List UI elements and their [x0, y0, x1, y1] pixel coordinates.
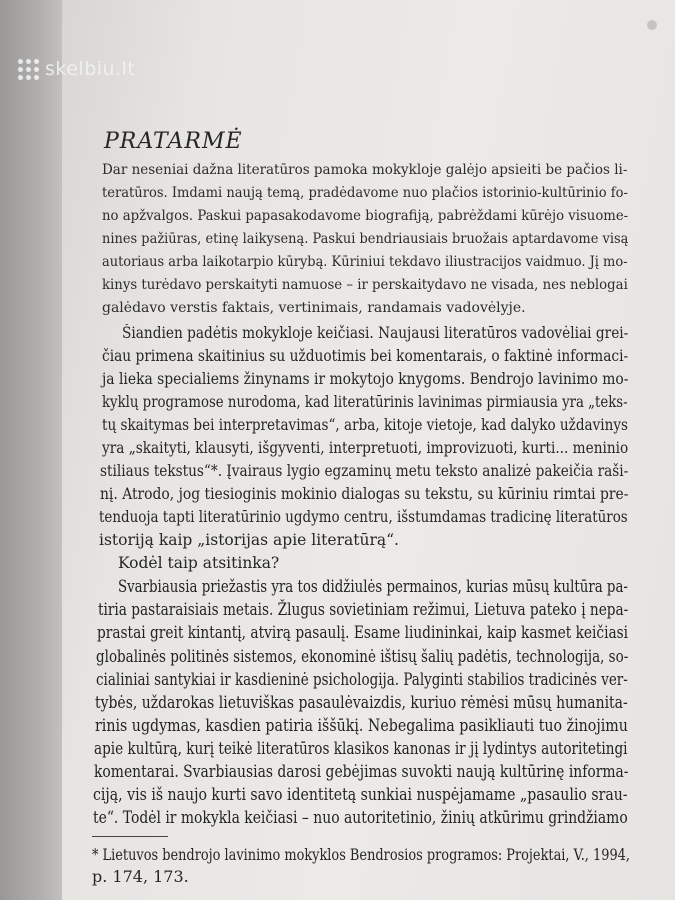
text-line: galėdavo verstis faktais, vertinimais, randamais vadovėlyje.: [102, 300, 526, 316]
text-line: te“. Todėl ir mokykla keičiasi – nuo autoritetinio, žinių atkūrimu grindžiamo: [93, 808, 628, 828]
text-line: globalinės politinės sistemos, ekonominė ištisų šalių padėtis, technologija, so-: [96, 647, 629, 667]
text-line: tų skaitymas bei interpretavimas“, arba, kitoje vietoje, kad dalyko uždavinys: [102, 416, 628, 434]
page-heading: PRATARMĖ: [104, 129, 243, 154]
text-line: autoriaus arba laikotarpio kūrybą. Kūriniui tekdavo iliustracijos vaidmuo. Jį mo-: [102, 254, 628, 270]
text-line: yra „skaityti, klausyti, išgyventi, interpretuoti, improvizuoti, kurti... meninio: [102, 439, 629, 457]
footnote-line: p. 174, 173.: [92, 867, 189, 886]
text-line: tybės, uždarokas lietuviškas pasaulėvaizdis, kuriuo rėmėsi mūsų humanita-: [95, 693, 628, 713]
text-line: prastai greit kintantį, atvirą pasaulį. Esame liudininkai, kaip kasmet keičiasi: [97, 623, 629, 643]
text-line: kyklų programose nurodoma, kad literatūrinis lavinimas pirmiausia yra „teks-: [102, 393, 628, 411]
text-line: rinis ugdymas, kasdien patiria iššūkį. Nebegalima pasikliauti tuo žinojimu: [95, 716, 628, 736]
text-line: stiliaus tekstus“*. Įvairaus lygio egzaminų metu teksto analizė pakeičia raši-: [100, 462, 629, 480]
text-line: kinys turėdavo perskaityti namuose – ir perskaitydavo ne visada, nes neblogai: [102, 277, 628, 293]
text-line: čiau primena skaitinius su užduotimis bei komentarais, o faktinė informaci-: [102, 347, 629, 365]
text-line: Dar neseniai dažna literatūros pamoka mokykloje galėjo apsieiti be pačios li-: [102, 162, 628, 178]
text-line: ciją, vis iš naujo kurti savo identitetą sunkiai nuspėjamame „pasaulio srau-: [93, 785, 628, 805]
text-line: ja lieka specialiems žinynams ir mokytojo knygoms. Bendrojo lavinimo mo-: [102, 370, 629, 388]
page-gutter-shadow: [0, 0, 70, 900]
text-line: komentarai. Svarbiausias darosi gebėjimas suvokti naują kultūrinę informa-: [94, 762, 629, 782]
text-line: Kodėl taip atsitinka?: [118, 554, 280, 572]
watermark-logo-icon: [18, 59, 39, 80]
text-line: istoriją kaip „istorijas apie literatūrą“.: [99, 531, 399, 549]
text-line: tiria pastaraisiais metais. Žlugus sovietiniam režimui, Lietuva pateko į nepa-: [98, 600, 629, 620]
page-corner-mark: [647, 20, 657, 30]
text-line: Šiandien padėtis mokykloje keičiasi. Naujausi literatūros vadovėliai grei-: [122, 324, 629, 342]
text-line: cialiniai santykiai ir kasdieninė psichologija. Palyginti stabilios tradicinės ver-: [96, 670, 628, 690]
text-line: teratūros. Imdami naują temą, pradėdavome nuo plačios istorinio-kultūrinio fo-: [102, 185, 628, 201]
text-line: apie kultūrą, kurį teikė literatūros klasikos kanonas ir jį lydintys autoritetingi: [94, 739, 628, 759]
watermark: [18, 58, 135, 80]
text-line: tenduoja tapti literatūrinio ugdymo centru, išstumdamas tradicinę literatūros: [99, 508, 628, 526]
footnote-divider: [92, 836, 168, 837]
footnote-line: * Lietuvos bendrojo lavinimo mokyklos Bendrosios programos: Projektai, V., 1994,: [92, 845, 630, 864]
text-line: Svarbiausia priežastis yra tos didžiulės permainos, kurias mūsų kultūra pa-: [118, 577, 628, 597]
text-line: nį. Atrodo, jog tiesioginis mokinio dialogas su tekstu, su kūriniu rimtai pre-: [100, 485, 629, 503]
text-line: nines pažiūras, etinę laikyseną. Paskui bendriausiais bruožais aptardavome visą: [102, 231, 629, 247]
watermark-text: skelbiu.lt: [45, 58, 136, 80]
text-line: no apžvalgos. Paskui papasakodavome biografiją, pabrėždami kūrėjo visuome-: [102, 208, 629, 224]
